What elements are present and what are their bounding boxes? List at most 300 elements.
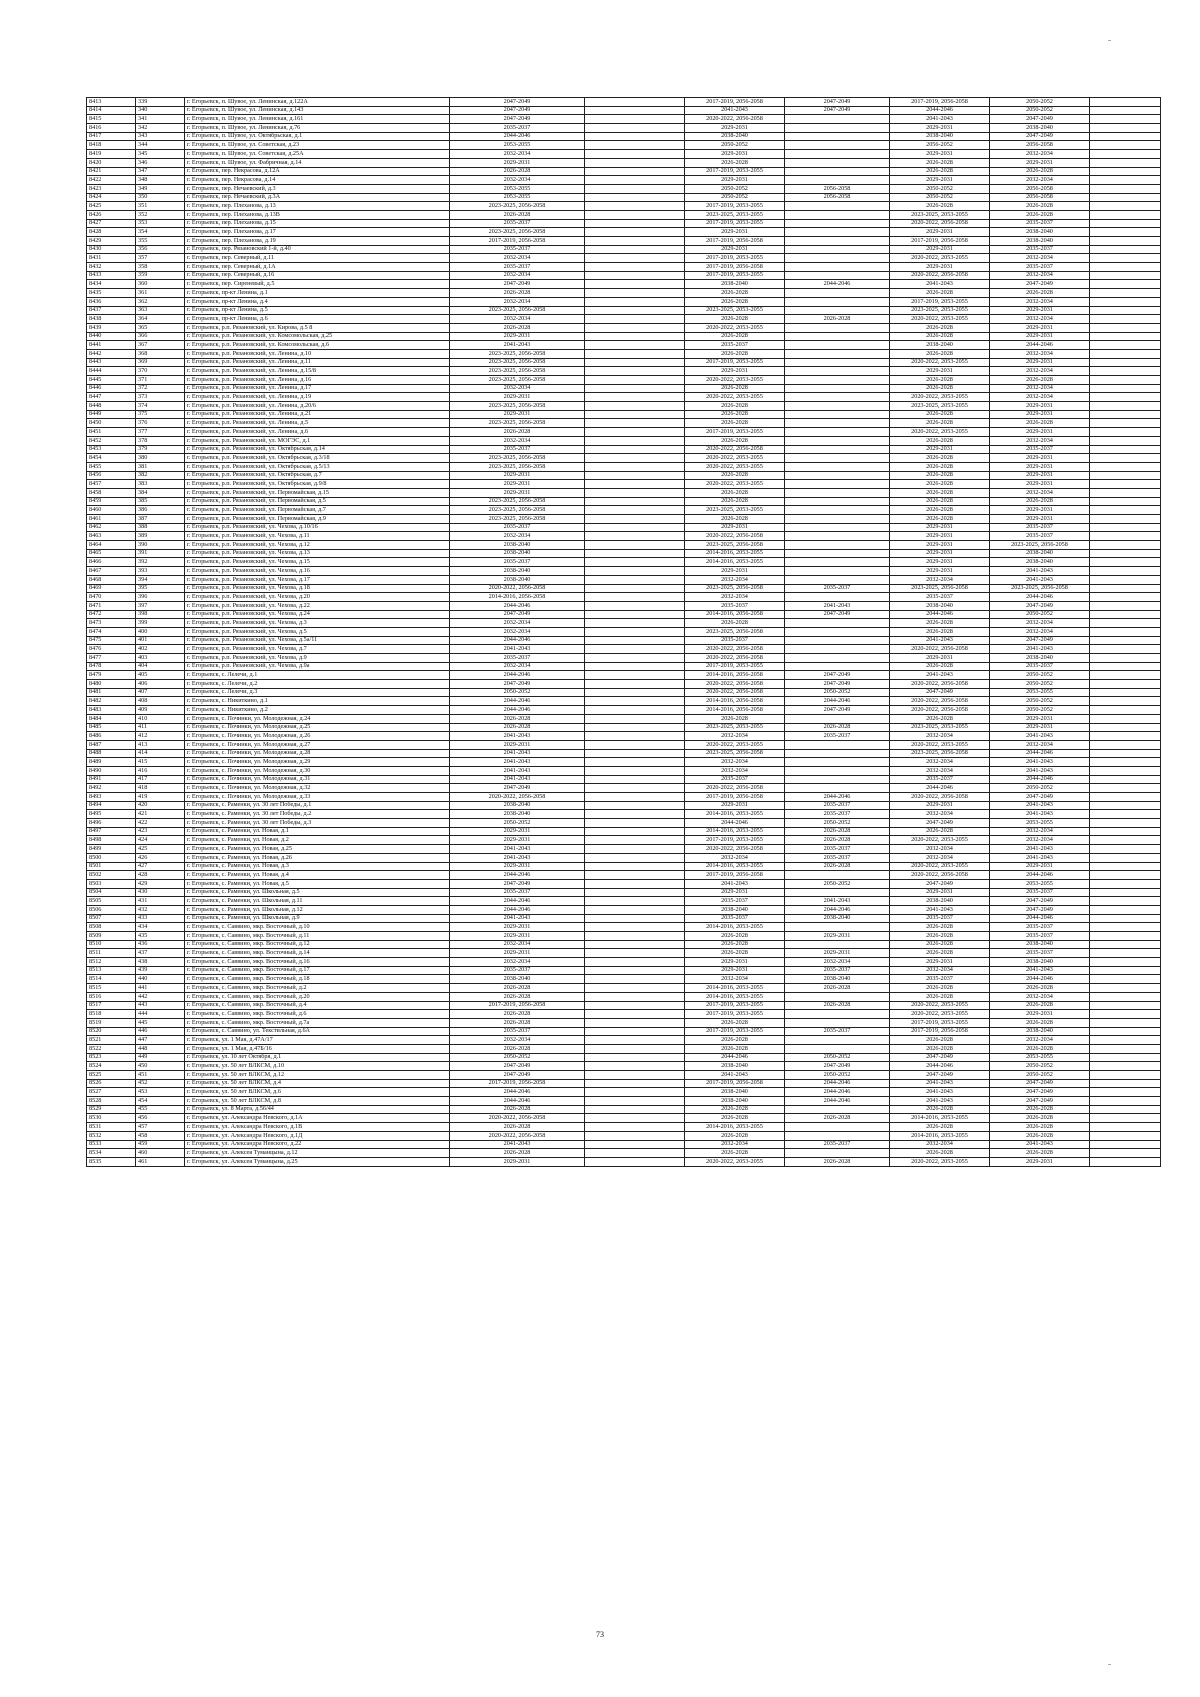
table-cell bbox=[1090, 862, 1161, 871]
table-cell: г. Егорьевск, р.п. Рязановский, ул. Комсомольская, д.6 bbox=[185, 341, 450, 350]
table-cell: 2032-2034 bbox=[890, 732, 990, 741]
table-cell: 2047-2049 bbox=[990, 793, 1090, 802]
table-cell: 2050-2052 bbox=[990, 98, 1090, 107]
table-cell bbox=[585, 315, 685, 324]
table-cell: г. Егорьевск, р.п. Рязановский, ул. Чехова, д.11 bbox=[185, 532, 450, 541]
table-cell: 2035-2037 bbox=[990, 523, 1090, 532]
table-cell: г. Егорьевск, р.п. Рязановский, ул. Ленина, д.21 bbox=[185, 410, 450, 419]
table-cell: 2032-2034 bbox=[990, 150, 1090, 159]
table-cell bbox=[585, 436, 685, 445]
table-cell bbox=[785, 202, 890, 211]
table-cell: 2047-2049 bbox=[890, 1071, 990, 1080]
table-cell: 8464 bbox=[87, 541, 136, 550]
table-cell: 8427 bbox=[87, 219, 136, 228]
table-cell: 2014-2016, 2053-2055 bbox=[685, 862, 785, 871]
table-cell bbox=[585, 1010, 685, 1019]
table-cell: 2035-2037 bbox=[450, 654, 585, 663]
table-cell: 2026-2028 bbox=[990, 202, 1090, 211]
table-cell: 2047-2049 bbox=[450, 784, 585, 793]
table-row bbox=[87, 610, 1161, 619]
table-cell bbox=[585, 254, 685, 263]
table-cell: 2032-2034 bbox=[890, 853, 990, 862]
table-cell: 2026-2028 bbox=[890, 506, 990, 515]
table-cell: 2050-2052 bbox=[450, 1053, 585, 1062]
table-cell bbox=[1090, 949, 1161, 958]
table-cell bbox=[785, 714, 890, 723]
table-cell: 2026-2028 bbox=[685, 932, 785, 941]
table-cell: 2026-2028 bbox=[450, 1123, 585, 1132]
table-cell bbox=[585, 810, 685, 819]
table-cell: 2047-2049 bbox=[785, 680, 890, 689]
table-cell bbox=[785, 1010, 890, 1019]
table-row bbox=[87, 940, 1161, 949]
table-cell: 2032-2034 bbox=[685, 758, 785, 767]
table-row bbox=[87, 462, 1161, 471]
table-cell: 2026-2028 bbox=[890, 1105, 990, 1114]
table-cell: 2026-2028 bbox=[685, 949, 785, 958]
table-cell: г. Егорьевск, пер. Сиреневый, д.5 bbox=[185, 280, 450, 289]
table-cell: 2029-2031 bbox=[685, 245, 785, 254]
table-cell: 435 bbox=[136, 932, 185, 941]
table-row bbox=[87, 367, 1161, 376]
table-cell bbox=[585, 297, 685, 306]
table-cell: 2044-2046 bbox=[785, 1088, 890, 1097]
table-row bbox=[87, 402, 1161, 411]
table-cell: 2029-2031 bbox=[890, 124, 990, 133]
table-cell: 2032-2034 bbox=[890, 845, 990, 854]
table-cell bbox=[585, 740, 685, 749]
table-cell: 2026-2028 bbox=[990, 210, 1090, 219]
table-cell: 2047-2049 bbox=[450, 280, 585, 289]
table-cell: 2047-2049 bbox=[990, 636, 1090, 645]
table-cell: 2020-2022, 2056-2058 bbox=[890, 706, 990, 715]
table-cell bbox=[585, 367, 685, 376]
table-row bbox=[87, 410, 1161, 419]
table-cell: 429 bbox=[136, 879, 185, 888]
table-cell: 2050-2052 bbox=[685, 193, 785, 202]
table-row bbox=[87, 975, 1161, 984]
table-cell bbox=[1090, 984, 1161, 993]
table-cell: г. Егорьевск, пер. Северный, д.11 bbox=[185, 254, 450, 263]
table-cell: 2026-2028 bbox=[890, 384, 990, 393]
table-row bbox=[87, 923, 1161, 932]
table-cell: 366 bbox=[136, 332, 185, 341]
table-row bbox=[87, 332, 1161, 341]
table-cell: 2029-2031 bbox=[685, 367, 785, 376]
table-cell: 2038-2040 bbox=[990, 654, 1090, 663]
table-cell: 2056-2058 bbox=[990, 141, 1090, 150]
table-cell: 354 bbox=[136, 228, 185, 237]
table-cell: 8485 bbox=[87, 723, 136, 732]
table-cell bbox=[1090, 1027, 1161, 1036]
table-cell bbox=[1090, 150, 1161, 159]
table-row bbox=[87, 627, 1161, 636]
table-cell: 2041-2043 bbox=[890, 636, 990, 645]
table-cell: 2032-2034 bbox=[685, 1140, 785, 1149]
table-cell bbox=[785, 462, 890, 471]
table-cell: г. Егорьевск, пр-кт Ленина, д.4 bbox=[185, 297, 450, 306]
table-row bbox=[87, 966, 1161, 975]
table-cell bbox=[785, 636, 890, 645]
table-cell bbox=[785, 436, 890, 445]
table-cell: 2032-2034 bbox=[990, 627, 1090, 636]
table-cell bbox=[1090, 845, 1161, 854]
table-cell: 360 bbox=[136, 280, 185, 289]
table-cell bbox=[1090, 601, 1161, 610]
table-cell bbox=[585, 949, 685, 958]
table-cell: 8493 bbox=[87, 793, 136, 802]
table-cell: 8450 bbox=[87, 419, 136, 428]
table-cell: 2029-2031 bbox=[990, 471, 1090, 480]
table-row bbox=[87, 245, 1161, 254]
table-cell: 2032-2034 bbox=[450, 619, 585, 628]
table-cell bbox=[1090, 992, 1161, 1001]
table-cell bbox=[785, 245, 890, 254]
table-cell: 2026-2028 bbox=[450, 714, 585, 723]
table-cell bbox=[585, 419, 685, 428]
table-cell: 2017-2019, 2056-2058 bbox=[450, 237, 585, 246]
table-cell: 2026-2028 bbox=[785, 1157, 890, 1166]
table-cell: 2026-2028 bbox=[685, 349, 785, 358]
table-cell: г. Егорьевск, ул. 50 лет ВЛКСМ, д.12 bbox=[185, 1071, 450, 1080]
table-cell: 2026-2028 bbox=[785, 827, 890, 836]
table-cell: 2047-2049 bbox=[785, 106, 890, 115]
table-cell: 423 bbox=[136, 827, 185, 836]
table-row bbox=[87, 1053, 1161, 1062]
table-cell: 459 bbox=[136, 1140, 185, 1149]
table-cell: 2020-2022, 2053-2055 bbox=[890, 740, 990, 749]
table-cell bbox=[1090, 115, 1161, 124]
table-cell bbox=[785, 532, 890, 541]
table-cell bbox=[585, 723, 685, 732]
table-row bbox=[87, 488, 1161, 497]
table-cell: 2026-2028 bbox=[890, 462, 990, 471]
table-cell: 2041-2043 bbox=[450, 749, 585, 758]
table-cell: 2023-2025, 2053-2055 bbox=[685, 306, 785, 315]
table-cell: 8495 bbox=[87, 810, 136, 819]
table-cell: 2020-2022, 2053-2055 bbox=[890, 358, 990, 367]
table-cell bbox=[1090, 454, 1161, 463]
table-cell: 8522 bbox=[87, 1044, 136, 1053]
table-cell: 2038-2040 bbox=[890, 132, 990, 141]
table-cell: 2017-2019, 2053-2055 bbox=[685, 1010, 785, 1019]
table-cell: 2017-2019, 2053-2055 bbox=[685, 271, 785, 280]
table-row bbox=[87, 193, 1161, 202]
table-cell bbox=[585, 393, 685, 402]
table-cell: г. Егорьевск, р.п. Рязановский, ул. МОГЭС, д.1 bbox=[185, 436, 450, 445]
table-cell: 2044-2046 bbox=[785, 1097, 890, 1106]
table-cell: 8499 bbox=[87, 845, 136, 854]
table-cell bbox=[1090, 1114, 1161, 1123]
table-cell: 2017-2019, 2053-2055 bbox=[890, 297, 990, 306]
table-cell bbox=[585, 558, 685, 567]
table-cell bbox=[1090, 1053, 1161, 1062]
table-cell: 2032-2034 bbox=[685, 766, 785, 775]
table-cell: г. Егорьевск, с. Раменки, ул. 30 лет Победы, д.3 bbox=[185, 819, 450, 828]
page-number: 73 bbox=[596, 1630, 604, 1639]
table-cell: 2032-2034 bbox=[450, 315, 585, 324]
table-cell: 2026-2028 bbox=[890, 932, 990, 941]
table-cell bbox=[585, 1001, 685, 1010]
table-cell: 385 bbox=[136, 497, 185, 506]
table-cell: 2050-2052 bbox=[990, 706, 1090, 715]
table-cell: 2047-2049 bbox=[990, 905, 1090, 914]
table-cell bbox=[585, 801, 685, 810]
table-cell: 2026-2028 bbox=[890, 662, 990, 671]
table-cell: 2017-2019, 2056-2058 bbox=[890, 237, 990, 246]
table-cell: 2026-2028 bbox=[685, 471, 785, 480]
table-cell: 8454 bbox=[87, 454, 136, 463]
table-cell: 2014-2016, 2056-2058 bbox=[450, 593, 585, 602]
table-cell: 2029-2031 bbox=[450, 480, 585, 489]
table-cell: 8517 bbox=[87, 1001, 136, 1010]
table-cell: 2029-2031 bbox=[450, 158, 585, 167]
table-cell: 2035-2037 bbox=[785, 1027, 890, 1036]
table-cell: 2029-2031 bbox=[890, 150, 990, 159]
table-cell: 2020-2022, 2056-2058 bbox=[890, 271, 990, 280]
table-cell: 8486 bbox=[87, 732, 136, 741]
table-cell: 2035-2037 bbox=[990, 263, 1090, 272]
table-cell bbox=[585, 1123, 685, 1132]
table-cell: 8521 bbox=[87, 1036, 136, 1045]
table-cell bbox=[585, 523, 685, 532]
table-cell: г. Егорьевск, п. Шувое, ул. Ленинская, д.161 bbox=[185, 115, 450, 124]
table-cell bbox=[1090, 706, 1161, 715]
table-cell: г. Егорьевск, с. Саввино, мкр. Восточный, д.20 bbox=[185, 992, 450, 1001]
table-row bbox=[87, 219, 1161, 228]
table-cell: 2029-2031 bbox=[890, 228, 990, 237]
table-cell bbox=[585, 923, 685, 932]
table-cell: 2047-2049 bbox=[785, 1062, 890, 1071]
table-cell bbox=[1090, 1018, 1161, 1027]
table-cell bbox=[1090, 853, 1161, 862]
table-cell: 444 bbox=[136, 1010, 185, 1019]
table-cell: г. Егорьевск, п. Шувое, ул. Ленинская, д.122А bbox=[185, 98, 450, 107]
table-cell: 2032-2034 bbox=[450, 271, 585, 280]
table-cell bbox=[585, 819, 685, 828]
table-cell bbox=[585, 497, 685, 506]
table-cell bbox=[585, 506, 685, 515]
table-cell bbox=[1090, 810, 1161, 819]
table-cell: 440 bbox=[136, 975, 185, 984]
table-cell: 2029-2031 bbox=[685, 523, 785, 532]
table-cell: 8445 bbox=[87, 376, 136, 385]
table-cell: 8416 bbox=[87, 124, 136, 133]
table-row bbox=[87, 184, 1161, 193]
table-cell: 2026-2028 bbox=[890, 992, 990, 1001]
table-cell bbox=[1090, 1062, 1161, 1071]
table-cell bbox=[785, 515, 890, 524]
table-cell: 2026-2028 bbox=[785, 862, 890, 871]
table-cell: 357 bbox=[136, 254, 185, 263]
table-cell: г. Егорьевск, с. Саввино, мкр. Восточный, д.17 bbox=[185, 966, 450, 975]
table-cell: 8435 bbox=[87, 289, 136, 298]
table-cell: 2044-2046 bbox=[990, 775, 1090, 784]
table-cell: 2038-2040 bbox=[785, 914, 890, 923]
table-cell: 447 bbox=[136, 1036, 185, 1045]
table-cell: 2044-2046 bbox=[890, 1062, 990, 1071]
table-cell: г. Егорьевск, р.п. Рязановский, ул. Октябрьская, д.3/18 bbox=[185, 454, 450, 463]
table-cell: 2020-2022, 2056-2058 bbox=[685, 845, 785, 854]
table-cell: 2017-2019, 2053-2055 bbox=[685, 202, 785, 211]
table-cell: 2026-2028 bbox=[685, 402, 785, 411]
table-cell: 2041-2043 bbox=[990, 758, 1090, 767]
table-cell: 453 bbox=[136, 1088, 185, 1097]
table-cell: 8503 bbox=[87, 879, 136, 888]
table-cell bbox=[1090, 593, 1161, 602]
table-cell: 2047-2049 bbox=[450, 680, 585, 689]
table-cell bbox=[585, 150, 685, 159]
table-cell: 2026-2028 bbox=[890, 289, 990, 298]
table-cell: г. Егорьевск, р.п. Рязановский, ул. Чехова, д.15 bbox=[185, 558, 450, 567]
table-cell: 432 bbox=[136, 905, 185, 914]
table-cell bbox=[785, 992, 890, 1001]
table-cell: 2020-2022, 2056-2058 bbox=[685, 654, 785, 663]
table-cell bbox=[1090, 905, 1161, 914]
table-cell: 2035-2037 bbox=[990, 888, 1090, 897]
table-cell: 2032-2034 bbox=[450, 532, 585, 541]
table-cell: 2050-2052 bbox=[785, 1053, 890, 1062]
table-cell bbox=[1090, 784, 1161, 793]
table-cell: 2032-2034 bbox=[450, 940, 585, 949]
table-cell bbox=[585, 228, 685, 237]
table-cell: 2020-2022, 2056-2058 bbox=[685, 532, 785, 541]
table-cell bbox=[585, 784, 685, 793]
table-cell: г. Егорьевск, с. Раменки, ул. Школьная, д.5 bbox=[185, 888, 450, 897]
table-row bbox=[87, 740, 1161, 749]
table-cell: 2029-2031 bbox=[990, 158, 1090, 167]
table-cell: 2023-2025, 2053-2055 bbox=[685, 506, 785, 515]
table-cell: 2020-2022, 2053-2055 bbox=[890, 254, 990, 263]
table-cell: 2029-2031 bbox=[890, 263, 990, 272]
table-cell: 2029-2031 bbox=[685, 801, 785, 810]
table-cell: 2038-2040 bbox=[990, 124, 1090, 133]
table-cell: 8420 bbox=[87, 158, 136, 167]
table-cell: 390 bbox=[136, 541, 185, 550]
table-cell: 406 bbox=[136, 680, 185, 689]
table-cell: 2044-2046 bbox=[990, 871, 1090, 880]
table-cell: 405 bbox=[136, 671, 185, 680]
table-cell: г. Егорьевск, р.п. Рязановский, ул. Октябрьская, д.9/8 bbox=[185, 480, 450, 489]
table-cell: 2032-2034 bbox=[450, 436, 585, 445]
table-cell: 8415 bbox=[87, 115, 136, 124]
table-row bbox=[87, 254, 1161, 263]
table-cell: г. Егорьевск, р.п. Рязановский, ул. Ленина, д.6 bbox=[185, 428, 450, 437]
table-cell: 2017-2019, 2053-2055 bbox=[685, 167, 785, 176]
table-cell: 8474 bbox=[87, 627, 136, 636]
table-row bbox=[87, 853, 1161, 862]
table-cell bbox=[1090, 758, 1161, 767]
table-cell: 2020-2022, 2056-2058 bbox=[890, 219, 990, 228]
table-cell bbox=[585, 627, 685, 636]
table-cell bbox=[585, 1036, 685, 1045]
table-cell: 434 bbox=[136, 923, 185, 932]
table-cell: 2026-2028 bbox=[890, 376, 990, 385]
table-cell: г. Егорьевск, пр-кт Ленина, д.1 bbox=[185, 289, 450, 298]
table-cell bbox=[1090, 323, 1161, 332]
table-cell: г. Егорьевск, с. Починки, ул. Молодежная, д.26 bbox=[185, 732, 450, 741]
table-cell: 346 bbox=[136, 158, 185, 167]
table-cell: 2035-2037 bbox=[450, 445, 585, 454]
table-cell bbox=[585, 932, 685, 941]
table-cell bbox=[1090, 410, 1161, 419]
table-cell: 2029-2031 bbox=[990, 332, 1090, 341]
table-cell: 2023-2025, 2056-2058 bbox=[685, 584, 785, 593]
table-row bbox=[87, 732, 1161, 741]
table-cell bbox=[785, 619, 890, 628]
table-cell: г. Егорьевск, ул. 50 лет ВЛКСМ, д.10 bbox=[185, 1062, 450, 1071]
table-cell: 2029-2031 bbox=[685, 150, 785, 159]
table-cell bbox=[585, 106, 685, 115]
table-cell: 8418 bbox=[87, 141, 136, 150]
table-cell: 8502 bbox=[87, 871, 136, 880]
table-cell bbox=[1090, 341, 1161, 350]
table-cell: 2026-2028 bbox=[685, 158, 785, 167]
table-cell: 8481 bbox=[87, 688, 136, 697]
table-cell: 2026-2028 bbox=[685, 315, 785, 324]
table-cell: 378 bbox=[136, 436, 185, 445]
table-cell: 2029-2031 bbox=[685, 124, 785, 133]
table-cell bbox=[1090, 584, 1161, 593]
table-cell: 2029-2031 bbox=[990, 358, 1090, 367]
table-cell: г. Егорьевск, р.п. Рязановский, ул. Ленина, д.10 bbox=[185, 349, 450, 358]
table-cell bbox=[785, 349, 890, 358]
table-cell: 2038-2040 bbox=[450, 549, 585, 558]
table-row bbox=[87, 958, 1161, 967]
table-cell bbox=[585, 992, 685, 1001]
table-cell bbox=[785, 419, 890, 428]
table-cell: 2038-2040 bbox=[685, 1088, 785, 1097]
table-cell: 2032-2034 bbox=[450, 254, 585, 263]
table-cell: 2044-2046 bbox=[990, 593, 1090, 602]
table-cell: 2044-2046 bbox=[990, 975, 1090, 984]
table-cell bbox=[585, 1018, 685, 1027]
table-cell: 2032-2034 bbox=[890, 966, 990, 975]
table-cell: 2038-2040 bbox=[990, 228, 1090, 237]
table-cell: 2038-2040 bbox=[890, 341, 990, 350]
table-cell: 8482 bbox=[87, 697, 136, 706]
table-cell: 2032-2034 bbox=[990, 836, 1090, 845]
table-row bbox=[87, 1071, 1161, 1080]
table-cell: 2038-2040 bbox=[685, 132, 785, 141]
table-cell: г. Егорьевск, с. Раменки, ул. Новая, д.3 bbox=[185, 862, 450, 871]
table-cell: 2029-2031 bbox=[450, 827, 585, 836]
table-cell: 2026-2028 bbox=[990, 167, 1090, 176]
table-row bbox=[87, 558, 1161, 567]
table-cell bbox=[785, 176, 890, 185]
table-cell: 2026-2028 bbox=[450, 289, 585, 298]
table-cell bbox=[585, 827, 685, 836]
table-cell: 2026-2028 bbox=[785, 723, 890, 732]
table-row bbox=[87, 862, 1161, 871]
table-cell bbox=[585, 549, 685, 558]
table-cell: 2026-2028 bbox=[890, 497, 990, 506]
table-cell: 2023-2025, 2056-2058 bbox=[450, 367, 585, 376]
table-cell: 2029-2031 bbox=[990, 323, 1090, 332]
table-cell: г. Егорьевск, р.п. Рязановский, ул. Чехова, д.5 bbox=[185, 627, 450, 636]
table-row bbox=[87, 271, 1161, 280]
table-cell: 2041-2043 bbox=[990, 810, 1090, 819]
table-cell: 2050-2052 bbox=[785, 819, 890, 828]
table-cell: г. Егорьевск, р.п. Рязановский, ул. Кирова, д.5 8 bbox=[185, 323, 450, 332]
table-cell: 2023-2025, 2056-2058 bbox=[890, 584, 990, 593]
table-cell: 2026-2028 bbox=[890, 410, 990, 419]
table-cell: 2044-2046 bbox=[990, 914, 1090, 923]
table-cell: 2047-2049 bbox=[450, 115, 585, 124]
table-cell: 2044-2046 bbox=[450, 1088, 585, 1097]
table-cell: 2026-2028 bbox=[450, 428, 585, 437]
table-cell bbox=[1090, 627, 1161, 636]
